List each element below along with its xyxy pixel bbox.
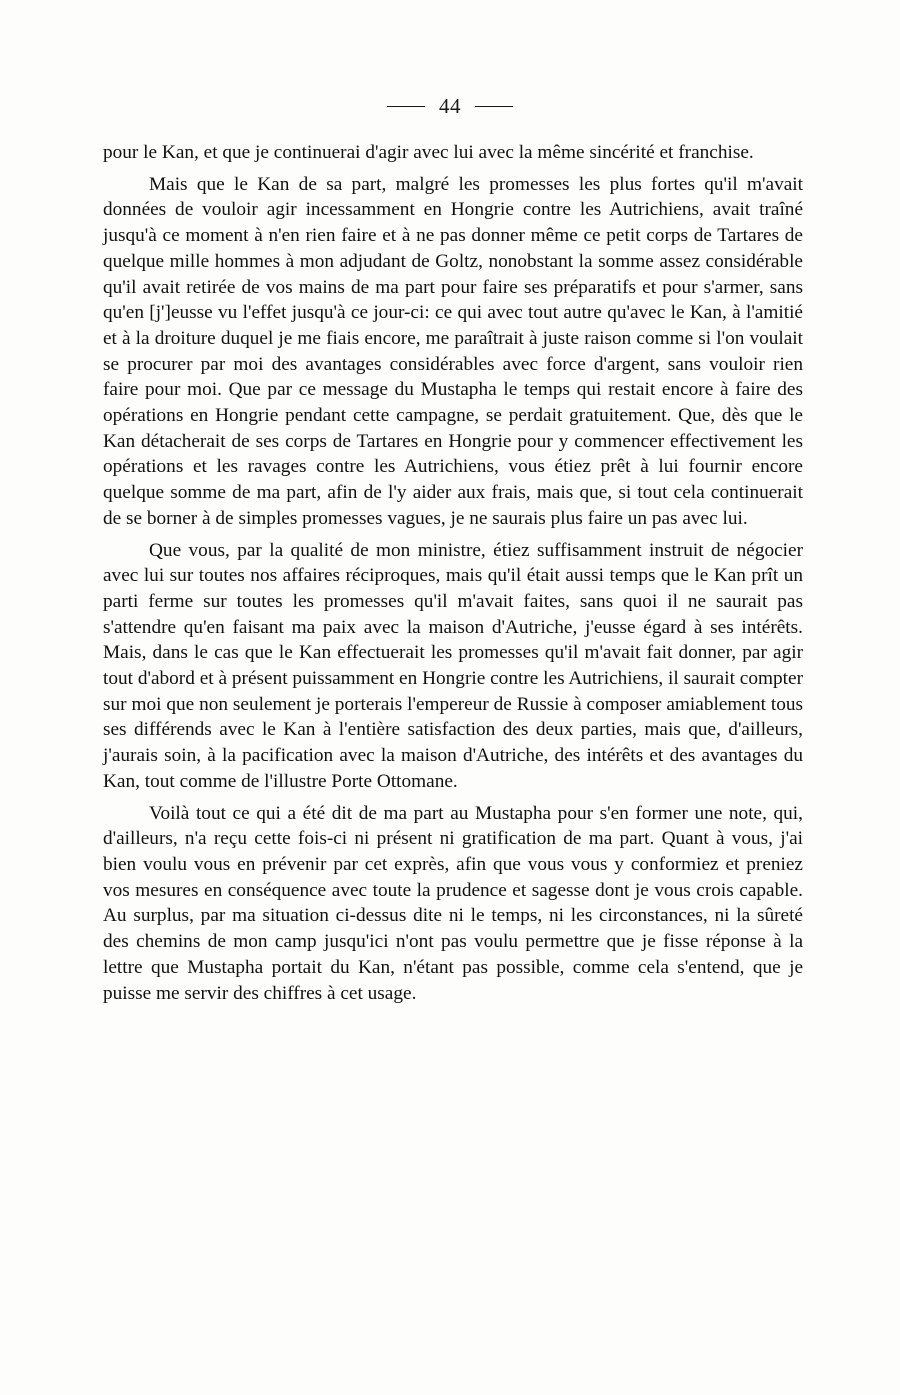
header-rule-right <box>475 106 513 107</box>
paragraph-4: Voilà tout ce qui a été dit de ma part au Mustapha pour s'en former une note, qui, d'ailleurs, n'a reçu cette fois-ci ni présent ni gratification de ma part. Quant à vous, j'ai bien voulu vous en prévenir par cet exprès, afin que vous vous y conformiez et preniez vos mesures en conséquence avec toute la prudence et sagesse dont je vous crois capable. Au surplus, par ma situation ci-dessus dite ni le temps, ni les circonstances, ni la sûreté des chemins de mon camp jusqu'ici n'ont pas voulu permettre que je fisse réponse à la lettre que Mustapha portait du Kan, n'étant pas possible, comme cela s'entend, que je puisse me servir des chiffres à cet usage. <box>103 802 803 1004</box>
paragraph-3: Que vous, par la qualité de mon ministre, étiez suffisamment instruit de négocier avec lui sur toutes nos affaires réciproques, mais qu'il était aussi temps que le Kan prît un parti ferme sur toutes les promesses qu'il m'avait faites, sans quoi il ne saurait pas s'attendre qu'en faisant ma paix avec la maison d'Autriche, j'eusse égard à ses intérêts. Mais, dans le cas que le Kan effectuerait les promesses qu'il m'avait fait donner, par agir tout d'abord et à présent puissamment en Hongrie contre les Autrichiens, il saurait compter sur moi que non seulement je porterais l'empereur de Russie à composer amiablement tous ses différends avec le Kan à l'entière satisfaction des deux parties, mais que, d'ailleurs, j'aurais soin, à la pacification avec la maison d'Autriche, des intérêts et des avantages du Kan, tout comme de l'illustre Porte Ottomane. <box>103 539 803 792</box>
paragraph-2: Mais que le Kan de sa part, malgré les promesses les plus fortes qu'il m'avait données de vouloir agir incessamment en Hongrie contre les Autrichiens, avait traîné jusqu'à ce moment à n'en rien faire et à ne pas donner même ce petit corps de Tartares de quelque mille hommes à mon adjudant de Goltz, nonobstant la somme assez considérable qu'il avait retirée de vos mains de ma part pour faire ses préparatifs et pour s'armer, sans qu'en [j']eusse vu l'effet jusqu'à ce jour-ci: ce qui avec tout autre qu'avec le Kan, à l'amitié et à la droiture duquel je me fiais encore, me paraîtrait à juste raison comme si l'on voulait se procurer par moi des avantages considérables avec force d'argent, sans vouloir rien faire pour moi. Que par ce message du Mustapha le temps qui restait encore à faire des opérations en Hongrie pendant cette campagne, se perdait gratuitement. Que, dès que le Kan détacherait de ses corps de Tartares en Hongrie pour y commencer effectivement les opérations et les ravages contre les Autrichiens, vous étiez prêt à lui fournir encore quelque somme de ma part, afin de l'y aider aux frais, mais que, si tout cela continuerait de se borner à de simples promesses vagues, je ne saurais plus faire un pas avec lui. <box>103 173 803 529</box>
body-text <box>103 140 803 1006</box>
header-rule-left <box>387 106 425 107</box>
page-number: 44 <box>439 94 461 118</box>
page-header <box>0 94 900 119</box>
paragraph-1: pour le Kan, et que je continuerai d'agir avec lui avec la même sincérité et franchise. <box>103 142 754 163</box>
